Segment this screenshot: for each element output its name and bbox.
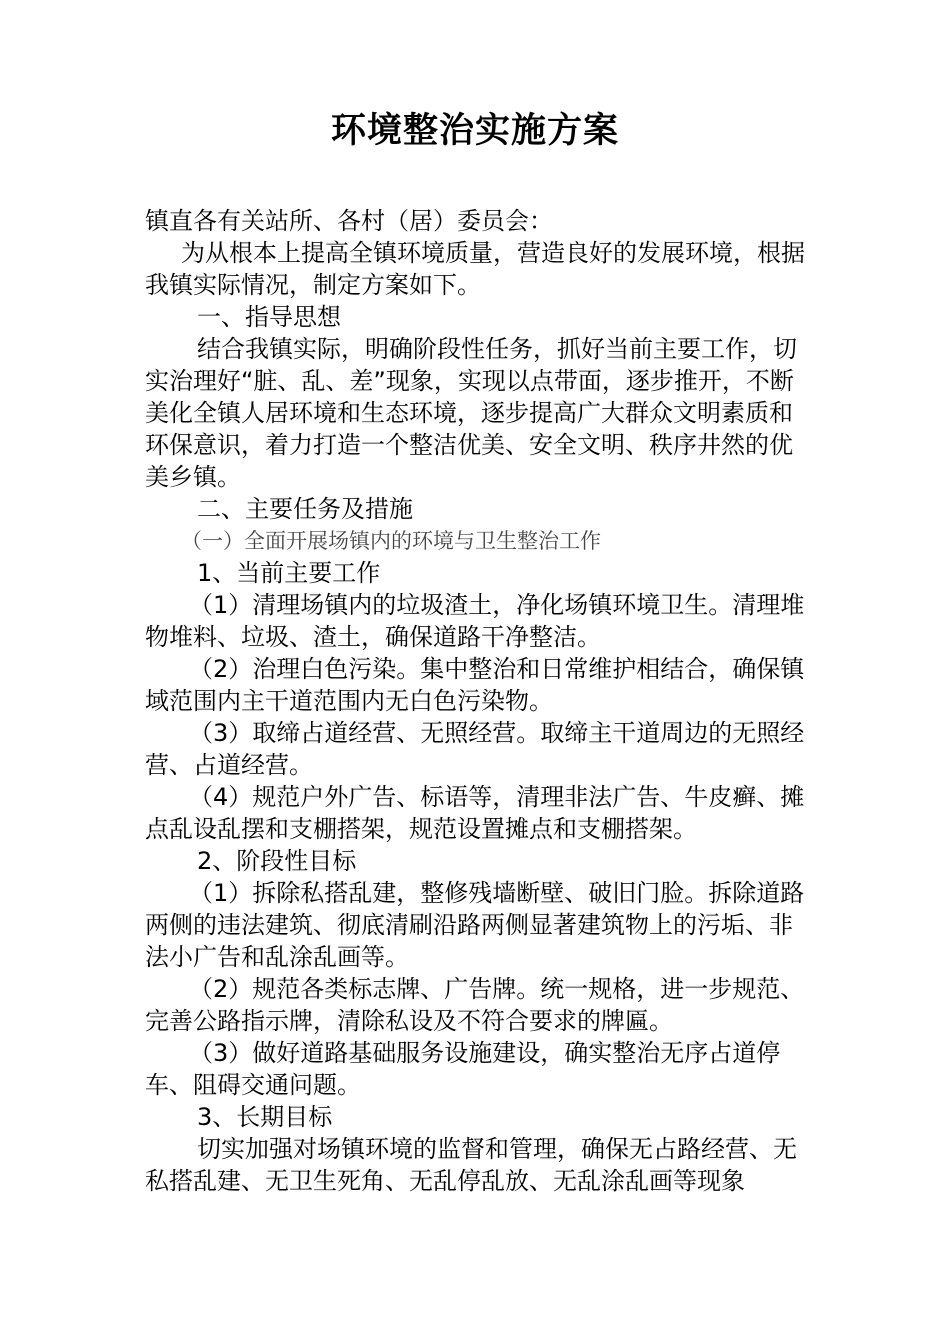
- subsection-heading-town-environment: （一）全面开展场镇内的环境与卫生整治工作: [181, 529, 601, 553]
- list-item: （2）规范各类标志牌、广告牌。统一规格，进一步规范、完善公路指示牌，清除私设及不符合要求的牌匾。: [145, 975, 805, 1035]
- subheading-phase-goals: 2、阶段性目标: [197, 847, 357, 875]
- intro-paragraph: 为从根本上提高全镇环境质量，营造良好的发展环境，根据我镇实际情况，制定方案如下。: [145, 239, 805, 299]
- list-item: （4）规范户外广告、标语等，清理非法广告、牛皮癣、摊点乱设乱摆和支棚搭架，规范设置摊点和支棚搭架。: [145, 783, 805, 843]
- document-title: 环境整治实施方案: [330, 111, 619, 151]
- list-item: （3）取缔占道经营、无照经营。取缔主干道周边的无照经营、占道经营。: [145, 719, 805, 779]
- subheading-long-term-goals: 3、长期目标: [197, 1103, 333, 1131]
- document-body: [145, 205, 815, 1197]
- section-heading-guiding-ideology: 一、指导思想: [197, 303, 341, 331]
- section-heading-main-tasks: 二、主要任务及措施: [197, 495, 413, 523]
- salutation: 镇直各有关站所、各村（居）委员会：: [145, 207, 553, 235]
- subheading-current-work: 1、当前主要工作: [197, 559, 381, 587]
- guiding-ideology-paragraph: 结合我镇实际，明确阶段性任务，抓好当前主要工作，切实治理好“脏、乱、差”现象，实现以点带面，逐步推开，不断美化全镇人居环境和生态环境，逐步提高广大群众文明素质和环保意识，着力打造一个整洁优美、安全文明、秩序井然的优美乡镇。: [145, 335, 797, 491]
- list-item: （2）治理白色污染。集中整治和日常维护相结合，确保镇域范围内主干道范围内无白色污染物。: [145, 655, 805, 715]
- list-item: （1）拆除私搭乱建，整修残墙断壁、破旧门脸。拆除道路两侧的违法建筑、彻底清刷沿路两侧显著建筑物上的污垢、非法小广告和乱涂乱画等。: [145, 879, 805, 971]
- list-item: （3）做好道路基础服务设施建设，确实整治无序占道停车、阻碍交通问题。: [145, 1039, 781, 1099]
- long-term-goals-paragraph: 切实加强对场镇环境的监督和管理，确保无占路经营、无私搭乱建、无卫生死角、无乱停乱放、无乱涂乱画等现象: [145, 1135, 797, 1195]
- list-item: （1）清理场镇内的垃圾渣土，净化场镇环境卫生。清理堆物堆料、垃圾、渣土，确保道路干净整洁。: [145, 591, 805, 651]
